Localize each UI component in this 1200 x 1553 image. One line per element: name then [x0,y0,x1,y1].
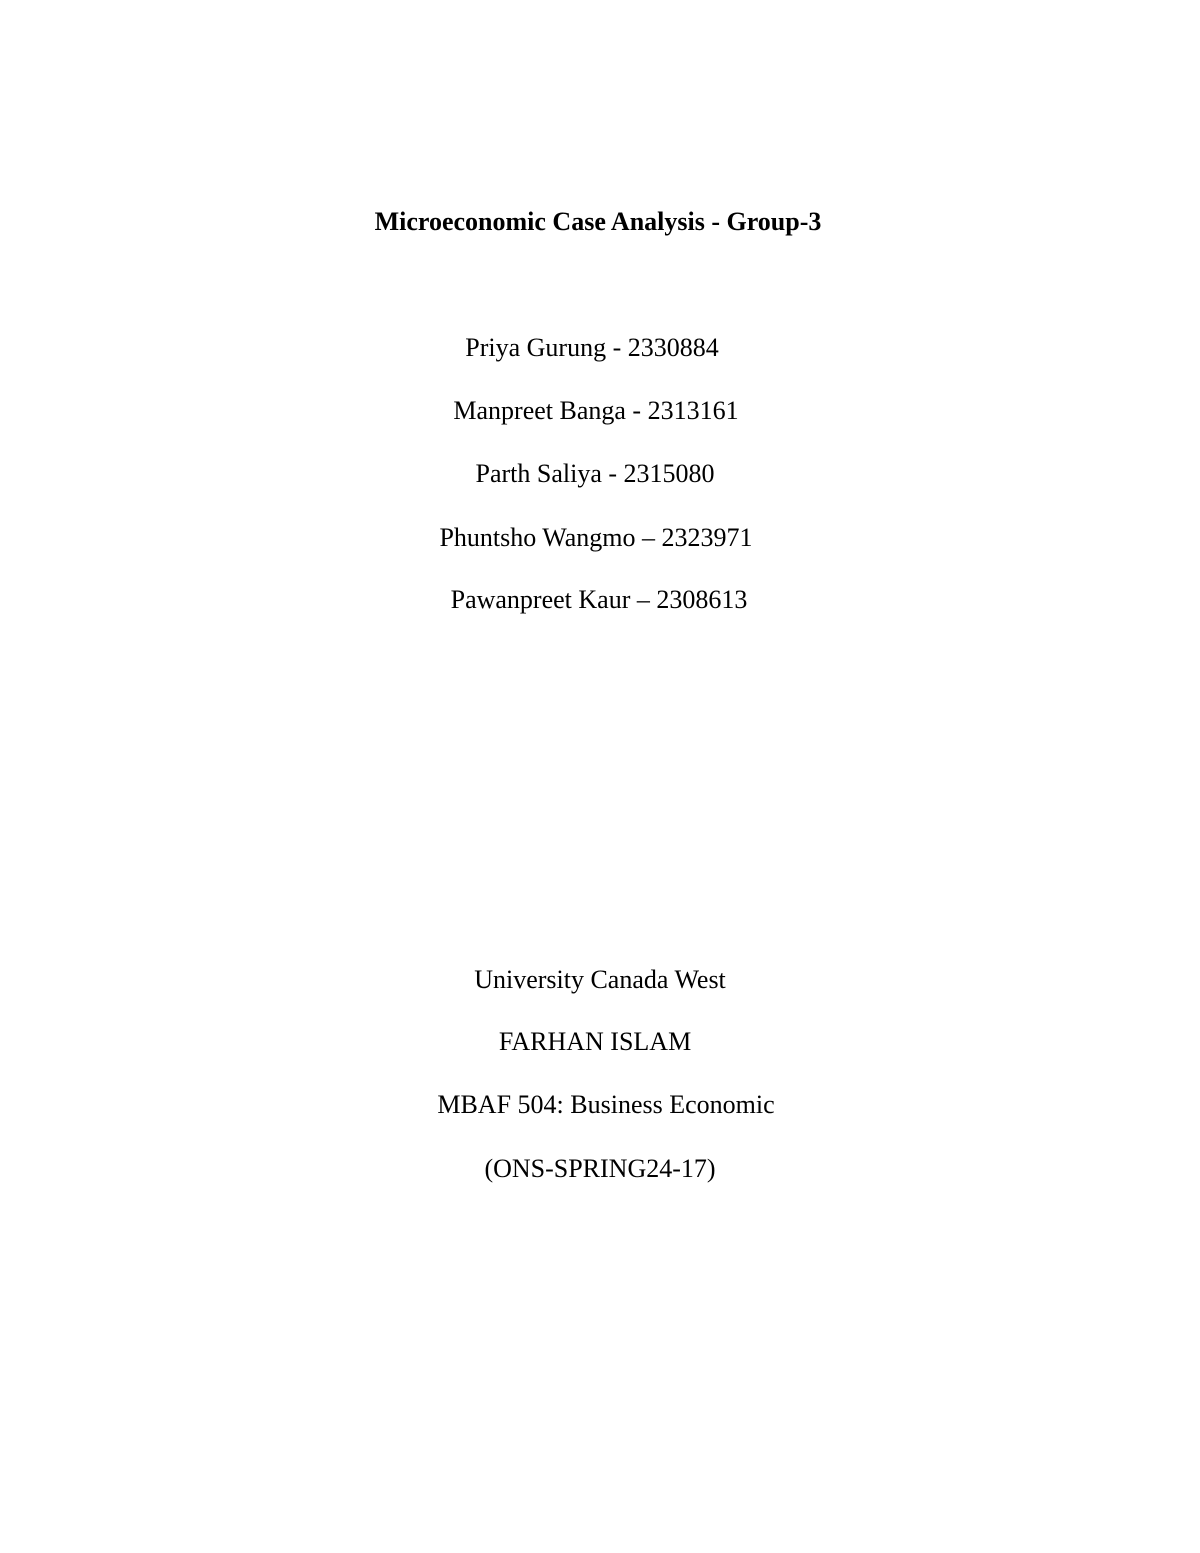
member-name-1: Priya Gurung - 2330884 [465,333,719,362]
member-name-4: Phuntsho Wangmo – 2323971 [439,523,753,552]
course-section: (ONS-SPRING24-17) [484,1154,716,1183]
document-title: Microeconomic Case Analysis - Group-3 [374,207,822,236]
member-name-2: Manpreet Banga - 2313161 [453,396,739,425]
member-name-3: Parth Saliya - 2315080 [475,459,715,488]
university-name: University Canada West [474,965,726,994]
instructor-name: FARHAN ISLAM [498,1027,692,1056]
member-name-5: Pawanpreet Kaur – 2308613 [450,585,748,614]
course-title: MBAF 504: Business Economic [437,1090,775,1119]
